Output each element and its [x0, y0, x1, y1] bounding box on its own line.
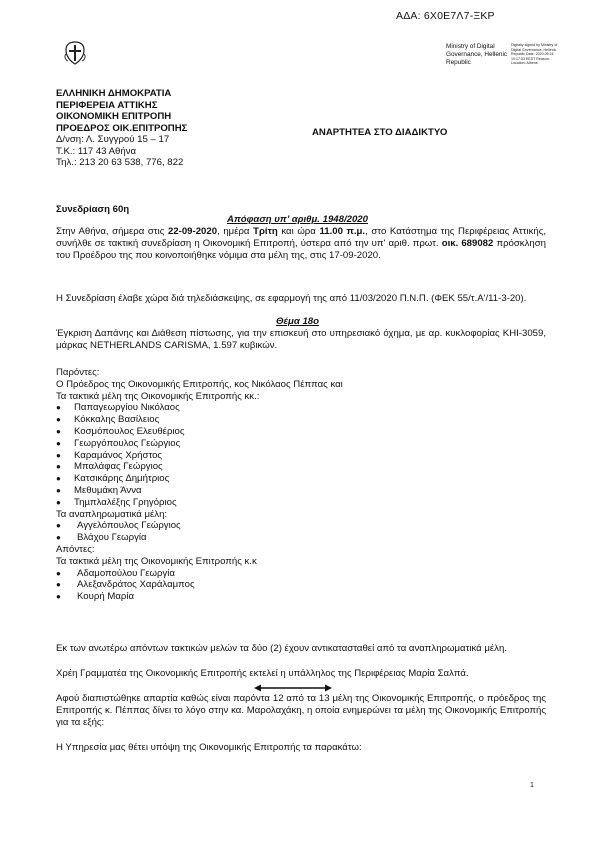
member-item	[56, 450, 546, 462]
bullet-icon: ●	[56, 568, 61, 578]
member-item	[56, 497, 546, 509]
member-item	[56, 414, 546, 426]
bullet-icon: ●	[56, 474, 61, 484]
sender-line-region: ΠΕΡΙΦΕΡΕΙΑ ΑΤΤΙΚΗΣ	[56, 99, 158, 111]
sender-phone: Τηλ.: 213 20 63 538, 776, 822	[56, 157, 184, 168]
decision-title: Απόφαση υπ’ αριθμ. 1948/2020	[227, 214, 368, 225]
member-item	[56, 591, 546, 603]
member-item	[56, 461, 546, 473]
absent-regular-label: Τα τακτικά μέλη της Οικονομικής Επιτροπής κ.κ	[56, 555, 257, 567]
regular-members-label: Τα τακτικά μέλη της Οικονομικής Επιτροπής κκ.:	[56, 390, 260, 402]
bullet-icon: ●	[56, 438, 61, 448]
member-item	[56, 438, 546, 450]
invitation-ref: οικ. 689082	[441, 237, 494, 249]
member-item	[56, 473, 546, 485]
sender-postal: Τ.Κ.: 117 43 Αθήνα	[56, 145, 137, 157]
topic-title: Θέμα 18ο	[276, 316, 319, 327]
alternate-members-list	[56, 520, 546, 544]
meeting-day: Τρίτη	[253, 226, 278, 237]
digital-signature-stamp	[446, 43, 561, 75]
text-run: , ημέρα	[217, 226, 254, 237]
meeting-time: 11.00 π.μ.	[319, 226, 366, 237]
member-item	[56, 520, 546, 532]
bullet-icon: ●	[56, 533, 61, 543]
regular-members-list	[56, 402, 546, 508]
absent-members-list	[56, 568, 546, 603]
signature-issuer: Ministry of Digital Governance, Hellenic Republic	[446, 43, 508, 66]
text-run: Στην Αθήνα, σήμερα στις	[56, 226, 168, 237]
service-paragraph: Η Υπηρεσία μας θέτει υπόψη της Οικονομικής Επιτροπής τα παρακάτω:	[56, 742, 362, 753]
signature-details: Digitally signed by Ministry of Digital Governance, Hellenic Republic Date: 2020.09.24 10:17:53 EEST Reason: Location: Athens	[511, 43, 558, 66]
member-name: Κουρή Μαρία	[77, 591, 134, 603]
member-item	[56, 579, 546, 591]
bullet-icon: ●	[56, 426, 61, 436]
bullet-icon: ●	[56, 450, 61, 460]
bullet-icon: ●	[56, 580, 61, 590]
member-item	[56, 402, 546, 414]
member-name: Γεωργόπουλος Γεώργιος	[74, 437, 181, 449]
bullet-icon: ●	[56, 497, 61, 507]
ada-code: ΑΔΑ: 6Χ0Ε7Λ7-ΞΚΡ	[396, 10, 495, 22]
member-item	[56, 532, 546, 544]
text-run: , στο Κατάστημα της Περιφέρειας Αττικής, συνήλθε σε τακτική συνεδρίαση η Οικονομική Επιτροπή, ύστερα από την υπ' αριθ. πρωτ.	[56, 226, 546, 249]
chair-line: Ο Πρόεδρος της Οικονομικής Επιτροπής, κος Νικόλαος Πέππας και	[56, 378, 343, 390]
member-name: Κοσμόπουλος Ελευθέριος	[74, 425, 185, 437]
member-item	[56, 568, 546, 580]
member-name: Αγγελόπουλος Γεώργιος	[77, 520, 181, 532]
member-item	[56, 426, 546, 438]
alternate-members-label: Τα αναπληρωματικά μέλη:	[56, 508, 168, 520]
sender-line-chair: ΠΡΟΕΔΡΟΣ ΟΙΚ.ΕΠΙΤΡΟΠΗΣ	[56, 122, 188, 134]
sender-block	[56, 88, 187, 169]
absent-label: Απόντες:	[56, 543, 95, 555]
bullet-icon: ●	[56, 592, 61, 602]
member-name: Κατσικάρης Δημήτριος	[74, 473, 170, 485]
member-name: Μεθυμάκη Άννα	[74, 484, 142, 496]
member-name: Μπαλάφας Γεώργιος	[74, 461, 163, 473]
topic-description: Έγκριση Δαπάνης και Διάθεση πίστωσης, για την επισκευή στο υπηρεσιακό όχημα, με αρ. κυκλοφορίας ΚΗΙ-3059, μάρκας NETHERLANDS CARISMA, 1.597 κυβικών.	[56, 328, 546, 351]
present-label: Παρόντες:	[56, 367, 100, 378]
member-name: Βλάχου Γεωργία	[77, 532, 147, 544]
sender-address: Δ/νση: Λ. Συγγρού 15 – 17	[56, 134, 170, 145]
bullet-icon: ●	[56, 415, 61, 425]
meeting-paragraph	[56, 226, 546, 261]
member-item	[56, 485, 546, 497]
replacement-paragraph: Εκ των ανωτέρω απόντων τακτικών μελών τα δύο (2) έχουν αντικατασταθεί από τα αναπληρωματικά μέλη.	[56, 643, 507, 654]
greek-emblem-icon	[64, 41, 86, 65]
page-number: 1	[530, 782, 534, 789]
sender-line-committee: ΟΙΚΟΝΟΜΙΚΗ ΕΠΙΤΡΟΠΗ	[56, 111, 172, 122]
quorum-paragraph: Αφού διαπιστώθηκε απαρτία καθώς είναι παρόντα 12 από τα 13 μέλη της Οικονομικής Επιτροπής, ο πρόεδρος της Επιτροπής κ. Πέππας δίνει το λόγο στην κα. Μαρολαχάκη, η οποία ενημερώνει τα μέλη της Οικονομικής Επιτροπής για τα εξής:	[56, 693, 546, 728]
member-name: Τηµπλαλέξης Γρηγόριος	[74, 496, 177, 508]
secretary-paragraph: Χρέη Γραμματέα της Οικονομικής Επιτροπής εκτελεί η υπάλληλος της Περιφέρειας Μαρία Σαλπά.	[56, 668, 469, 679]
session-number: Συνεδρίαση 60η	[56, 204, 130, 215]
attendance-block	[56, 367, 546, 603]
teleconference-paragraph: Η Συνεδρίαση έλαβε χώρα διά τηλεδιάσκεψης, σε εφαρμογή της από 11/03/2020 Π.Ν.Π. (ΦΕΚ 55/τ.Α'/11-3-20).	[56, 293, 527, 304]
text-run: πρόσκληση του Προέδρου της που κοινοποιήθηκε νόμιμα στα μέλη της, στις 17-09-2020.	[56, 237, 546, 261]
posting-notice: ΑΝΑΡΤΗΤΕΑ ΣΤΟ ΔΙΑΔΙΚΤΥΟ	[312, 127, 448, 138]
member-name: Αδαμοπούλου Γεωργία	[77, 567, 175, 579]
member-name: Κόκκαλης Βασίλειος	[74, 414, 160, 426]
meeting-date: 22-09-2020	[167, 226, 218, 237]
member-name: Καραμάνος Χρήστος	[74, 449, 163, 461]
bullet-icon: ●	[56, 485, 61, 495]
bullet-icon: ●	[56, 462, 61, 472]
sender-line-republic: ΕΛΛΗΝΙΚΗ ΔΗΜΟΚΡΑΤΙΑ	[56, 88, 172, 99]
double-arrow-icon	[254, 684, 332, 692]
bullet-icon: ●	[56, 521, 61, 531]
member-name: Αλεξανδράτος Χαράλαμπος	[77, 579, 195, 591]
member-name: Παπαγεωργίου Νικόλαος	[74, 402, 180, 414]
text-run: και ώρα	[277, 226, 320, 237]
bullet-icon: ●	[56, 403, 61, 413]
